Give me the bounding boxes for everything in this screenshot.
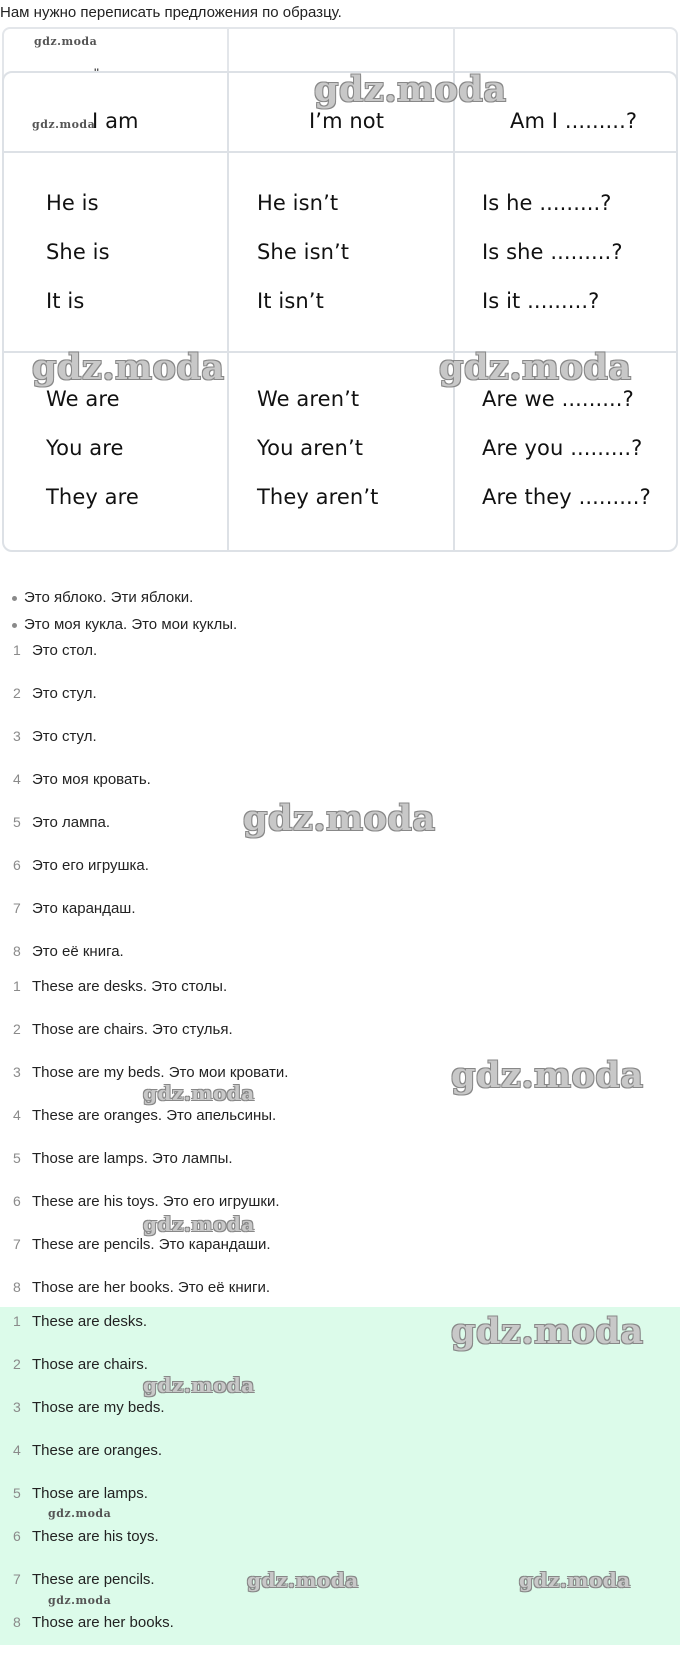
watermark-small: gdz.moda: [34, 35, 98, 48]
grammar-table-image: [2, 27, 678, 552]
watermark-small: gdz.moda: [48, 1507, 112, 1520]
table-cell: We are You are They are: [4, 353, 229, 552]
table-cell: He isn’t She isn’t It isn’t: [229, 153, 455, 353]
table-header-cell: Am I .........?: [455, 73, 678, 153]
watermark: gdz.moda: [143, 1081, 255, 1105]
watermark: gdz.moda: [314, 69, 507, 110]
list-item: Это моя кукла. Это мои куклы.: [12, 616, 237, 633]
watermark: gdz.moda: [247, 1568, 359, 1592]
watermark: gdz.moda: [519, 1568, 631, 1592]
bullet-icon: [12, 596, 17, 601]
table-header-cell: I’m not: [229, 73, 455, 153]
watermark: gdz.moda: [143, 1212, 255, 1236]
watermark: gdz.moda: [439, 347, 632, 388]
watermark: gdz.moda: [451, 1055, 644, 1096]
table-cell: Are we .........? Are you .........? Are they .........?: [482, 387, 651, 509]
watermark: gdz.moda: [32, 347, 225, 388]
grammar-table: [2, 71, 678, 552]
watermark: gdz.moda: [243, 798, 436, 839]
table-header-cell: gdz.moda I am: [4, 73, 229, 153]
bullet-icon: [12, 623, 17, 628]
table-cell: He is She is It is: [4, 153, 229, 353]
watermark: gdz.moda: [451, 1311, 644, 1352]
intro-text: Нам нужно переписать предложения по образцу.: [0, 4, 342, 21]
watermark-small: gdz.moda: [32, 118, 96, 131]
table-cell: Is he .........? Is she .........? Is it .........?: [455, 153, 678, 353]
watermark-small: gdz.moda: [48, 1594, 112, 1607]
table-cell: We aren’t You aren’t They aren’t: [229, 353, 455, 552]
list-item: Это яблоко. Эти яблоки.: [12, 589, 193, 606]
watermark: gdz.moda: [143, 1373, 255, 1397]
